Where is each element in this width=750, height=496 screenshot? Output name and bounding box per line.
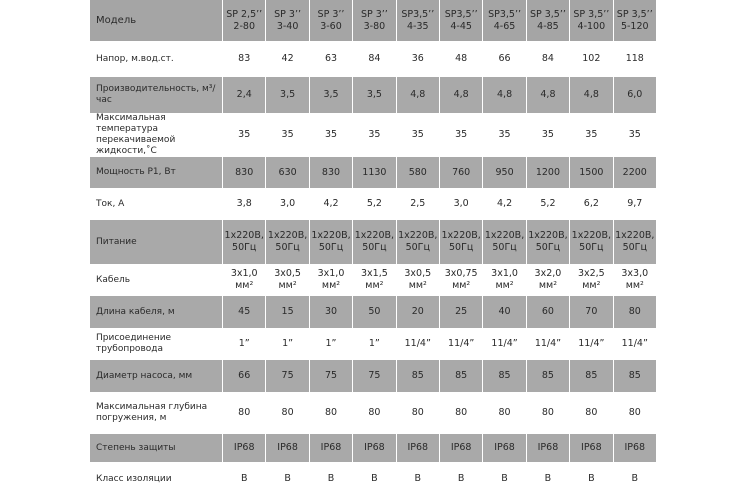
value-cell: 40 (482, 296, 525, 328)
value-cell: 85 (482, 360, 525, 392)
value-cell: 35 (265, 113, 308, 157)
value-cell: 20 (396, 296, 439, 328)
value-cell: 80 (396, 392, 439, 434)
value-cell: 42 (265, 41, 308, 77)
value-cell: 50 (352, 296, 395, 328)
value-cell: 85 (569, 360, 612, 392)
value-cell: 75 (265, 360, 308, 392)
value-cell: 1х220В, 50Гц (265, 220, 308, 264)
value-cell: 3,5 (265, 77, 308, 113)
value-cell: 15 (265, 296, 308, 328)
value-cell: 830 (309, 157, 352, 188)
value-cell: 11/4” (526, 328, 569, 360)
value-cell: IP68 (265, 434, 308, 462)
value-cell: 80 (613, 392, 656, 434)
value-cell: 3х1,0 мм² (482, 264, 525, 296)
table-row (90, 41, 656, 77)
value-cell: 85 (613, 360, 656, 392)
value-cell: 80 (482, 392, 525, 434)
table-row (90, 264, 656, 296)
value-cell: IP68 (526, 434, 569, 462)
value-cell: 3,0 (439, 188, 482, 220)
value-cell: 85 (396, 360, 439, 392)
value-cell: 1х220В, 50Гц (482, 220, 525, 264)
value-cell: 1х220В, 50Гц (613, 220, 656, 264)
row-label: Класс изоляции (90, 462, 222, 496)
model-header: SP 3,5’’ 4-100 (569, 0, 612, 41)
table-row (90, 296, 656, 328)
value-cell: 3х3,0 мм² (613, 264, 656, 296)
value-cell: 35 (482, 113, 525, 157)
value-cell: IP68 (352, 434, 395, 462)
value-cell: 4,8 (569, 77, 612, 113)
value-cell: 1” (352, 328, 395, 360)
value-cell: B (222, 462, 265, 496)
row-label: Длина кабеля, м (90, 296, 222, 328)
value-cell: 6,0 (613, 77, 656, 113)
model-header: SP 3,5’’ 4-85 (526, 0, 569, 41)
value-cell: 1х220В, 50Гц (526, 220, 569, 264)
value-cell: 66 (222, 360, 265, 392)
model-header: SP 2,5’’ 2-80 (222, 0, 265, 41)
value-cell: 4,8 (526, 77, 569, 113)
model-header: SP 3’’ 3-60 (309, 0, 352, 41)
value-cell: 4,8 (439, 77, 482, 113)
value-cell: 36 (396, 41, 439, 77)
value-cell: B (309, 462, 352, 496)
value-cell: 5,2 (352, 188, 395, 220)
value-cell: 80 (309, 392, 352, 434)
value-cell: 4,2 (482, 188, 525, 220)
value-cell: 35 (569, 113, 612, 157)
value-cell: 830 (222, 157, 265, 188)
value-cell: B (396, 462, 439, 496)
value-cell: B (265, 462, 308, 496)
value-cell: IP68 (309, 434, 352, 462)
value-cell: 11/4” (439, 328, 482, 360)
value-cell: 66 (482, 41, 525, 77)
value-cell: 1х220В, 50Гц (569, 220, 612, 264)
value-cell: 580 (396, 157, 439, 188)
value-cell: IP68 (482, 434, 525, 462)
value-cell: 950 (482, 157, 525, 188)
table-row (90, 157, 656, 188)
row-label: Производительность, м³/час (90, 77, 222, 113)
value-cell: 1х220В, 50Гц (222, 220, 265, 264)
value-cell: 3х2,5 мм² (569, 264, 612, 296)
value-cell: 1” (265, 328, 308, 360)
value-cell: 1500 (569, 157, 612, 188)
value-cell: 30 (309, 296, 352, 328)
value-cell: 48 (439, 41, 482, 77)
value-cell: 35 (396, 113, 439, 157)
value-cell: 75 (309, 360, 352, 392)
row-label: Питание (90, 220, 222, 264)
value-cell: IP68 (396, 434, 439, 462)
table-row (90, 220, 656, 264)
value-cell: IP68 (569, 434, 612, 462)
table-row (90, 360, 656, 392)
value-cell: 85 (439, 360, 482, 392)
value-cell: 84 (526, 41, 569, 77)
table-row (90, 77, 656, 113)
value-cell: B (482, 462, 525, 496)
value-cell: 3х0,5 мм² (265, 264, 308, 296)
row-label: Присоединение трубопровода (90, 328, 222, 360)
value-cell: 2,5 (396, 188, 439, 220)
row-label: Максимальная температура перекачиваемой жидкости,˚С (90, 113, 222, 157)
value-cell: 80 (526, 392, 569, 434)
value-cell: 80 (265, 392, 308, 434)
row-label: Ток, А (90, 188, 222, 220)
value-cell: 80 (439, 392, 482, 434)
value-cell: 4,8 (396, 77, 439, 113)
row-label: Максимальная глубина погружения, м (90, 392, 222, 434)
value-cell: 4,8 (482, 77, 525, 113)
value-cell: 35 (439, 113, 482, 157)
table-header-row (90, 0, 656, 41)
value-cell: IP68 (439, 434, 482, 462)
value-cell: 3х0,75 мм² (439, 264, 482, 296)
header-label: Модель (90, 0, 222, 41)
table-row (90, 434, 656, 462)
value-cell: 118 (613, 41, 656, 77)
value-cell: 80 (569, 392, 612, 434)
value-cell: 2,4 (222, 77, 265, 113)
model-header: SP 3,5’’ 5-120 (613, 0, 656, 41)
value-cell: 1200 (526, 157, 569, 188)
value-cell: 63 (309, 41, 352, 77)
value-cell: 11/4” (613, 328, 656, 360)
table-row (90, 113, 656, 157)
value-cell: 11/4” (569, 328, 612, 360)
table-row (90, 328, 656, 360)
value-cell: 9,7 (613, 188, 656, 220)
table-row (90, 188, 656, 220)
model-header: SP 3’’ 3-40 (265, 0, 308, 41)
value-cell: 45 (222, 296, 265, 328)
value-cell: 3х1,0 мм² (222, 264, 265, 296)
value-cell: 60 (526, 296, 569, 328)
value-cell: B (526, 462, 569, 496)
table-row (90, 462, 656, 496)
value-cell: B (569, 462, 612, 496)
row-label: Напор, м.вод.ст. (90, 41, 222, 77)
value-cell: 4,2 (309, 188, 352, 220)
value-cell: 760 (439, 157, 482, 188)
value-cell: 83 (222, 41, 265, 77)
model-header: SP3,5’’ 4-35 (396, 0, 439, 41)
value-cell: 80 (613, 296, 656, 328)
row-label: Диаметр насоса, мм (90, 360, 222, 392)
value-cell: 3х1,0 мм² (309, 264, 352, 296)
value-cell: 6,2 (569, 188, 612, 220)
table-row (90, 392, 656, 434)
value-cell: B (352, 462, 395, 496)
value-cell: 35 (526, 113, 569, 157)
value-cell: 2200 (613, 157, 656, 188)
model-header: SP 3’’ 3-80 (352, 0, 395, 41)
value-cell: 11/4” (396, 328, 439, 360)
value-cell: 1х220В, 50Гц (309, 220, 352, 264)
value-cell: 3,5 (352, 77, 395, 113)
value-cell: B (439, 462, 482, 496)
row-label: Кабель (90, 264, 222, 296)
value-cell: 84 (352, 41, 395, 77)
value-cell: IP68 (613, 434, 656, 462)
value-cell: 85 (526, 360, 569, 392)
value-cell: 3х0,5 мм² (396, 264, 439, 296)
value-cell: 80 (352, 392, 395, 434)
row-label: Степень защиты (90, 434, 222, 462)
value-cell: 35 (352, 113, 395, 157)
value-cell: 3,5 (309, 77, 352, 113)
value-cell: B (613, 462, 656, 496)
value-cell: 3,8 (222, 188, 265, 220)
value-cell: 70 (569, 296, 612, 328)
value-cell: 35 (222, 113, 265, 157)
value-cell: 1” (309, 328, 352, 360)
value-cell: 3х1,5 мм² (352, 264, 395, 296)
value-cell: 35 (613, 113, 656, 157)
value-cell: 25 (439, 296, 482, 328)
value-cell: IP68 (222, 434, 265, 462)
pump-spec-table (90, 0, 656, 496)
value-cell: 3,0 (265, 188, 308, 220)
value-cell: 35 (309, 113, 352, 157)
row-label: Мощность Р1, Вт (90, 157, 222, 188)
value-cell: 80 (222, 392, 265, 434)
value-cell: 1130 (352, 157, 395, 188)
value-cell: 75 (352, 360, 395, 392)
value-cell: 1х220В, 50Гц (439, 220, 482, 264)
model-header: SP3,5’’ 4-65 (482, 0, 525, 41)
value-cell: 11/4” (482, 328, 525, 360)
value-cell: 630 (265, 157, 308, 188)
value-cell: 102 (569, 41, 612, 77)
value-cell: 1х220В, 50Гц (396, 220, 439, 264)
value-cell: 1” (222, 328, 265, 360)
model-header: SP3,5’’ 4-45 (439, 0, 482, 41)
value-cell: 1х220В, 50Гц (352, 220, 395, 264)
value-cell: 3х2,0 мм² (526, 264, 569, 296)
value-cell: 5,2 (526, 188, 569, 220)
